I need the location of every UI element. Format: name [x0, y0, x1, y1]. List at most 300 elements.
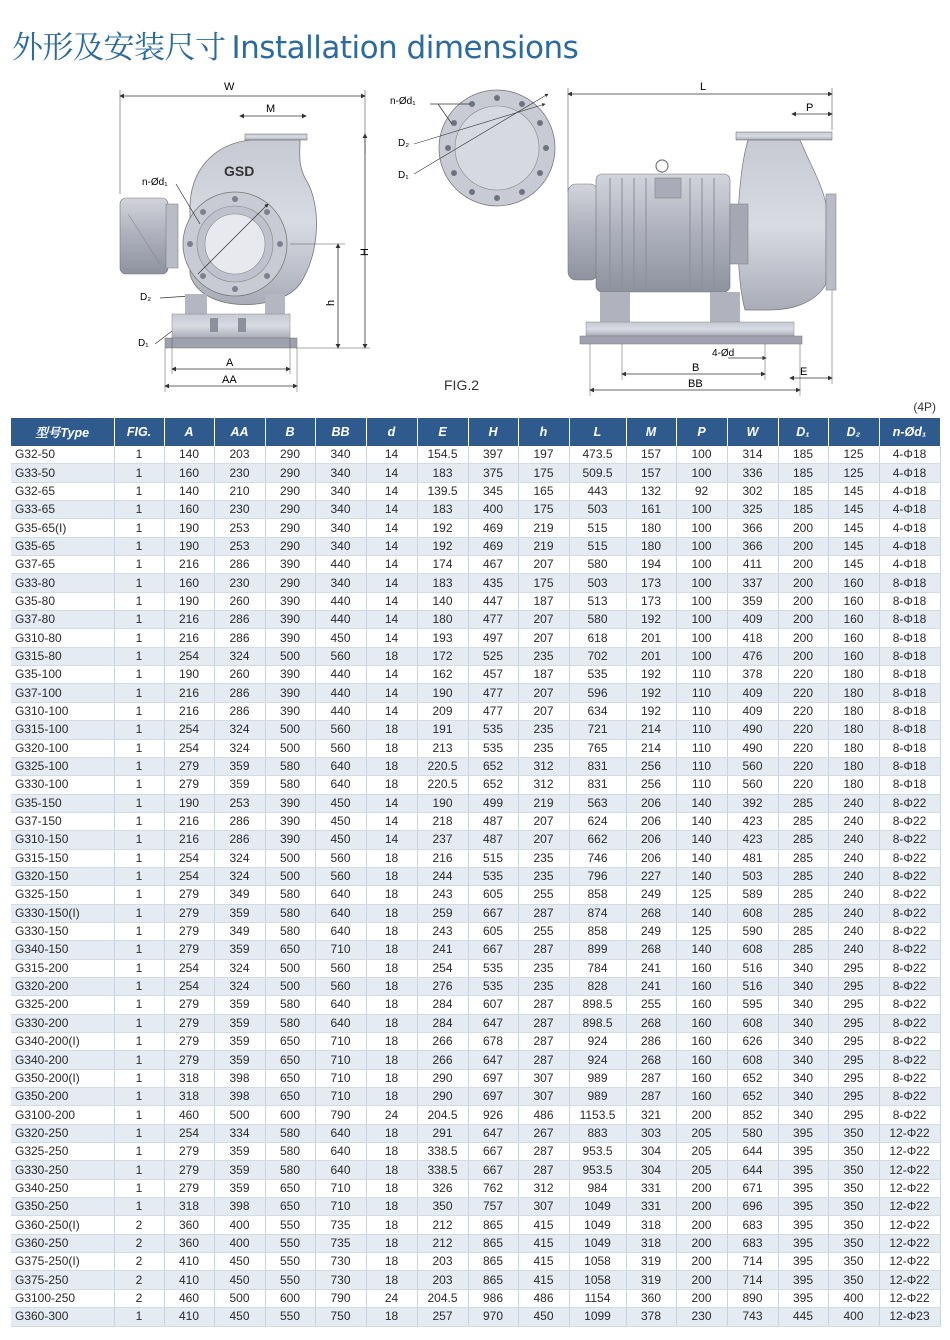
- table-cell: 359: [214, 1143, 265, 1161]
- table-cell: 1: [114, 501, 164, 519]
- table-cell: 1: [114, 794, 164, 812]
- table-cell: 100: [676, 537, 727, 555]
- gsd-label: GSD: [224, 163, 255, 179]
- table-cell: 287: [518, 904, 569, 922]
- table-cell: 291: [417, 1124, 468, 1142]
- table-cell: 162: [417, 666, 468, 684]
- table-cell: 366: [727, 537, 778, 555]
- table-cell: 14: [366, 831, 417, 849]
- table-cell: 319: [626, 1253, 676, 1271]
- table-cell: 986: [468, 1289, 518, 1307]
- type-cell: G340-200: [11, 1051, 114, 1069]
- table-cell: 200: [778, 629, 828, 647]
- table-row: [11, 776, 940, 794]
- table-cell: 634: [569, 702, 626, 720]
- type-cell: G375-250: [11, 1271, 114, 1289]
- table-cell: 450: [214, 1271, 265, 1289]
- table-cell: 395: [778, 1271, 828, 1289]
- table-cell: 240: [828, 922, 879, 940]
- table-cell: 560: [315, 977, 366, 995]
- dim-h-label: h: [325, 299, 337, 306]
- table-cell: 450: [315, 794, 366, 812]
- table-cell: 18: [366, 959, 417, 977]
- table-cell: 324: [214, 849, 265, 867]
- table-cell: 8-Φ22: [879, 959, 940, 977]
- table-cell: 240: [828, 794, 879, 812]
- table-cell: 235: [518, 721, 569, 739]
- table-cell: 145: [828, 519, 879, 537]
- table-cell: 240: [828, 867, 879, 885]
- table-cell: 721: [569, 721, 626, 739]
- table-cell: 243: [417, 922, 468, 940]
- table-cell: 235: [518, 849, 569, 867]
- table-cell: 924: [569, 1051, 626, 1069]
- table-cell: 194: [626, 556, 676, 574]
- table-cell: 12-Φ22: [879, 1253, 940, 1271]
- table-cell: 200: [676, 1198, 727, 1216]
- type-cell: G360-250(I): [11, 1216, 114, 1234]
- table-row: [11, 519, 940, 537]
- table-cell: 683: [727, 1216, 778, 1234]
- table-cell: 318: [164, 1069, 214, 1087]
- table-cell: 710: [315, 1033, 366, 1051]
- table-cell: 984: [569, 1179, 626, 1197]
- table-cell: 207: [518, 629, 569, 647]
- table-cell: 667: [468, 904, 518, 922]
- table-cell: 350: [828, 1161, 879, 1179]
- table-cell: 395: [778, 1161, 828, 1179]
- table-cell: 350: [828, 1124, 879, 1142]
- table-cell: 295: [828, 1069, 879, 1087]
- table-cell: 14: [366, 611, 417, 629]
- table-cell: 14: [366, 446, 417, 464]
- table-cell: 244: [417, 867, 468, 885]
- table-cell: 350: [417, 1198, 468, 1216]
- table-cell: 400: [468, 501, 518, 519]
- table-cell: 100: [676, 446, 727, 464]
- table-cell: 4-Φ18: [879, 464, 940, 482]
- table-cell: 145: [828, 501, 879, 519]
- table-cell: 14: [366, 519, 417, 537]
- table-cell: 1: [114, 922, 164, 940]
- table-cell: 279: [164, 1051, 214, 1069]
- table-cell: 284: [417, 1014, 468, 1032]
- table-row: [11, 537, 940, 555]
- table-cell: 340: [778, 977, 828, 995]
- column-header: D₂: [828, 418, 879, 446]
- table-cell: 92: [676, 482, 727, 500]
- table-cell: 8-Φ18: [879, 702, 940, 720]
- table-cell: 515: [569, 537, 626, 555]
- table-cell: 490: [727, 721, 778, 739]
- table-cell: 286: [214, 611, 265, 629]
- table-cell: 395: [778, 1253, 828, 1271]
- table-cell: 8-Φ18: [879, 684, 940, 702]
- table-cell: 286: [214, 702, 265, 720]
- table-cell: 714: [727, 1253, 778, 1271]
- table-cell: 160: [676, 1014, 727, 1032]
- table-cell: 550: [265, 1308, 315, 1326]
- table-cell: 287: [518, 1033, 569, 1051]
- type-cell: G330-250: [11, 1161, 114, 1179]
- table-cell: 295: [828, 1051, 879, 1069]
- table-cell: 326: [417, 1179, 468, 1197]
- table-cell: 395: [778, 1198, 828, 1216]
- table-cell: 1058: [569, 1253, 626, 1271]
- table-cell: 14: [366, 666, 417, 684]
- table-cell: 200: [778, 592, 828, 610]
- table-cell: 423: [727, 812, 778, 830]
- table-cell: 560: [315, 867, 366, 885]
- table-cell: 220: [778, 721, 828, 739]
- table-cell: 350: [828, 1234, 879, 1252]
- table-cell: 287: [518, 1143, 569, 1161]
- table-cell: 600: [265, 1289, 315, 1307]
- table-cell: 883: [569, 1124, 626, 1142]
- table-cell: 192: [417, 519, 468, 537]
- table-cell: 312: [518, 757, 569, 775]
- table-cell: 205: [676, 1124, 727, 1142]
- table-cell: 359: [214, 1051, 265, 1069]
- table-cell: 790: [315, 1289, 366, 1307]
- table-cell: 110: [676, 757, 727, 775]
- table-cell: 898.5: [569, 996, 626, 1014]
- table-cell: 140: [676, 904, 727, 922]
- table-cell: 12-Φ22: [879, 1216, 940, 1234]
- table-cell: 359: [214, 904, 265, 922]
- table-cell: 304: [626, 1143, 676, 1161]
- table-cell: 286: [214, 684, 265, 702]
- table-cell: 285: [778, 831, 828, 849]
- table-cell: 746: [569, 849, 626, 867]
- flange-nd1-label: n-Ød₁: [390, 96, 416, 107]
- table-cell: 290: [265, 446, 315, 464]
- table-cell: 206: [626, 831, 676, 849]
- column-header: A: [164, 418, 214, 446]
- table-cell: 710: [315, 1051, 366, 1069]
- table-cell: 865: [468, 1216, 518, 1234]
- table-cell: 350: [828, 1143, 879, 1161]
- table-cell: 678: [468, 1033, 518, 1051]
- table-cell: 440: [315, 611, 366, 629]
- table-cell: 4-Φ18: [879, 537, 940, 555]
- table-cell: 110: [676, 684, 727, 702]
- type-cell: G3100-250: [11, 1289, 114, 1307]
- table-cell: 157: [626, 464, 676, 482]
- table-cell: 595: [727, 996, 778, 1014]
- table-cell: 18: [366, 1069, 417, 1087]
- table-cell: 8-Φ18: [879, 666, 940, 684]
- table-cell: 644: [727, 1143, 778, 1161]
- table-row: [11, 629, 940, 647]
- table-cell: 8-Φ22: [879, 941, 940, 959]
- table-cell: 140: [676, 941, 727, 959]
- table-cell: 340: [778, 1033, 828, 1051]
- fig1-side-view: [120, 81, 371, 392]
- table-row: [11, 941, 940, 959]
- table-cell: 266: [417, 1033, 468, 1051]
- table-cell: 924: [569, 1033, 626, 1051]
- table-cell: 206: [626, 812, 676, 830]
- table-cell: 409: [727, 611, 778, 629]
- table-cell: 192: [626, 702, 676, 720]
- table-cell: 1: [114, 1088, 164, 1106]
- table-row: [11, 1124, 940, 1142]
- table-cell: 259: [417, 904, 468, 922]
- table-cell: 443: [569, 482, 626, 500]
- table-row: [11, 1179, 940, 1197]
- table-cell: 203: [417, 1271, 468, 1289]
- table-cell: 696: [727, 1198, 778, 1216]
- table-cell: 216: [164, 812, 214, 830]
- table-cell: 214: [626, 739, 676, 757]
- table-cell: 100: [676, 556, 727, 574]
- table-cell: 268: [626, 1051, 676, 1069]
- table-cell: 1: [114, 1069, 164, 1087]
- table-cell: 174: [417, 556, 468, 574]
- table-cell: 187: [518, 666, 569, 684]
- table-cell: 8-Φ22: [879, 1069, 940, 1087]
- table-cell: 295: [828, 1106, 879, 1124]
- table-cell: 219: [518, 519, 569, 537]
- table-cell: 359: [214, 941, 265, 959]
- type-cell: G315-150: [11, 849, 114, 867]
- table-cell: 535: [468, 721, 518, 739]
- table-cell: 390: [265, 702, 315, 720]
- table-cell: 500: [265, 721, 315, 739]
- table-cell: 608: [727, 941, 778, 959]
- table-cell: 200: [676, 1106, 727, 1124]
- table-cell: 235: [518, 647, 569, 665]
- table-cell: 640: [315, 904, 366, 922]
- table-cell: 650: [265, 1179, 315, 1197]
- table-cell: 290: [417, 1069, 468, 1087]
- table-cell: 390: [265, 831, 315, 849]
- table-cell: 160: [164, 574, 214, 592]
- type-cell: G32-50: [11, 446, 114, 464]
- table-cell: 125: [828, 464, 879, 482]
- table-cell: 14: [366, 592, 417, 610]
- table-cell: 652: [727, 1069, 778, 1087]
- table-cell: 378: [727, 666, 778, 684]
- table-cell: 477: [468, 684, 518, 702]
- table-cell: 286: [214, 831, 265, 849]
- table-cell: 1049: [569, 1234, 626, 1252]
- table-cell: 279: [164, 1014, 214, 1032]
- table-cell: 279: [164, 996, 214, 1014]
- table-cell: 18: [366, 739, 417, 757]
- table-cell: 303: [626, 1124, 676, 1142]
- type-cell: G310-150: [11, 831, 114, 849]
- table-cell: 14: [366, 702, 417, 720]
- table-cell: 757: [468, 1198, 518, 1216]
- table-cell: 140: [164, 482, 214, 500]
- type-cell: G340-150: [11, 941, 114, 959]
- table-cell: 1: [114, 886, 164, 904]
- table-cell: 640: [315, 1124, 366, 1142]
- table-cell: 200: [676, 1179, 727, 1197]
- table-cell: 349: [214, 922, 265, 940]
- table-cell: 230: [214, 501, 265, 519]
- table-cell: 227: [626, 867, 676, 885]
- table-cell: 220.5: [417, 757, 468, 775]
- table-cell: 216: [417, 849, 468, 867]
- table-row: [11, 1069, 940, 1087]
- table-cell: 865: [468, 1271, 518, 1289]
- table-cell: 100: [676, 647, 727, 665]
- table-cell: 8-Φ22: [879, 831, 940, 849]
- dim-m-label: M: [266, 103, 276, 115]
- table-cell: 410: [164, 1271, 214, 1289]
- table-row: [11, 721, 940, 739]
- table-cell: 190: [164, 794, 214, 812]
- table-row: [11, 831, 940, 849]
- table-cell: 197: [518, 446, 569, 464]
- table-cell: 410: [164, 1253, 214, 1271]
- table-cell: 608: [727, 904, 778, 922]
- table-cell: 240: [828, 886, 879, 904]
- table-cell: 268: [626, 941, 676, 959]
- table-cell: 515: [468, 849, 518, 867]
- table-cell: 1: [114, 556, 164, 574]
- table-cell: 560: [315, 959, 366, 977]
- table-cell: 1: [114, 867, 164, 885]
- type-cell: G32-65: [11, 482, 114, 500]
- table-cell: 858: [569, 886, 626, 904]
- table-cell: 560: [727, 757, 778, 775]
- table-cell: 8-Φ18: [879, 592, 940, 610]
- table-cell: 204.5: [417, 1106, 468, 1124]
- table-cell: 160: [676, 1033, 727, 1051]
- table-cell: 325: [727, 501, 778, 519]
- column-header: FIG.: [114, 418, 164, 446]
- table-cell: 397: [468, 446, 518, 464]
- table-cell: 220: [778, 684, 828, 702]
- table-cell: 304: [626, 1161, 676, 1179]
- table-cell: 18: [366, 849, 417, 867]
- table-cell: 580: [569, 611, 626, 629]
- table-cell: 220: [778, 776, 828, 794]
- table-cell: 175: [518, 501, 569, 519]
- table-cell: 8-Φ22: [879, 886, 940, 904]
- table-cell: 535: [468, 739, 518, 757]
- table-cell: 1: [114, 977, 164, 995]
- title-cn: 外形及安装尺寸: [12, 30, 226, 66]
- table-cell: 580: [265, 1161, 315, 1179]
- type-cell: G340-200(I): [11, 1033, 114, 1051]
- table-cell: 652: [468, 776, 518, 794]
- table-cell: 550: [265, 1234, 315, 1252]
- flange-d1-label: D₁: [398, 170, 409, 181]
- table-cell: 710: [315, 1088, 366, 1106]
- installation-drawing: [0, 74, 950, 400]
- table-cell: 580: [265, 757, 315, 775]
- table-cell: 307: [518, 1069, 569, 1087]
- table-cell: 205: [676, 1161, 727, 1179]
- table-cell: 714: [727, 1271, 778, 1289]
- table-cell: 486: [518, 1289, 569, 1307]
- table-cell: 467: [468, 556, 518, 574]
- table-cell: 286: [214, 556, 265, 574]
- table-cell: 1153.5: [569, 1106, 626, 1124]
- table-cell: 207: [518, 684, 569, 702]
- table-cell: 14: [366, 812, 417, 830]
- table-cell: 200: [676, 1234, 727, 1252]
- dim-p-label: P: [806, 102, 814, 114]
- table-cell: 318: [626, 1216, 676, 1234]
- type-cell: G375-250(I): [11, 1253, 114, 1271]
- table-cell: 580: [265, 1014, 315, 1032]
- page-title: [12, 22, 578, 67]
- table-cell: 285: [778, 941, 828, 959]
- column-header: B: [265, 418, 315, 446]
- table-cell: 486: [518, 1106, 569, 1124]
- table-cell: 160: [828, 629, 879, 647]
- table-cell: 204.5: [417, 1289, 468, 1307]
- table-cell: 457: [468, 666, 518, 684]
- fig1-nd1-label: n-Ød₁: [142, 177, 168, 188]
- table-cell: 18: [366, 1051, 417, 1069]
- table-row: [11, 867, 940, 885]
- table-cell: 469: [468, 537, 518, 555]
- table-cell: 173: [626, 574, 676, 592]
- table-cell: 230: [214, 464, 265, 482]
- type-cell: G35-150: [11, 794, 114, 812]
- table-cell: 415: [518, 1234, 569, 1252]
- table-cell: 750: [315, 1308, 366, 1326]
- table-cell: 953.5: [569, 1143, 626, 1161]
- table-cell: 18: [366, 1253, 417, 1271]
- table-cell: 2: [114, 1271, 164, 1289]
- table-row: [11, 1106, 940, 1124]
- table-cell: 18: [366, 1033, 417, 1051]
- table-cell: 100: [676, 464, 727, 482]
- table-cell: 398: [214, 1088, 265, 1106]
- table-cell: 410: [164, 1308, 214, 1326]
- table-cell: 100: [676, 592, 727, 610]
- table-cell: 203: [214, 446, 265, 464]
- table-cell: 100: [676, 501, 727, 519]
- type-cell: G320-150: [11, 867, 114, 885]
- table-cell: 206: [626, 794, 676, 812]
- type-cell: G330-150(I): [11, 904, 114, 922]
- table-cell: 14: [366, 684, 417, 702]
- table-cell: 241: [626, 977, 676, 995]
- table-cell: 287: [626, 1069, 676, 1087]
- table-cell: 360: [164, 1216, 214, 1234]
- table-cell: 340: [778, 1069, 828, 1087]
- table-row: [11, 757, 940, 775]
- table-cell: 295: [828, 1033, 879, 1051]
- table-cell: 580: [265, 996, 315, 1014]
- table-cell: 220: [778, 757, 828, 775]
- table-cell: 319: [626, 1271, 676, 1289]
- table-cell: 175: [518, 464, 569, 482]
- table-cell: 268: [626, 904, 676, 922]
- table-cell: 200: [676, 1271, 727, 1289]
- table-cell: 650: [265, 1198, 315, 1216]
- column-header: P: [676, 418, 727, 446]
- dim-b-label: B: [692, 362, 700, 374]
- table-cell: 14: [366, 556, 417, 574]
- table-cell: 360: [626, 1289, 676, 1307]
- table-cell: 240: [828, 831, 879, 849]
- table-cell: 697: [468, 1088, 518, 1106]
- table-cell: 279: [164, 904, 214, 922]
- table-cell: 160: [828, 611, 879, 629]
- table-cell: 650: [265, 1051, 315, 1069]
- table-cell: 140: [676, 812, 727, 830]
